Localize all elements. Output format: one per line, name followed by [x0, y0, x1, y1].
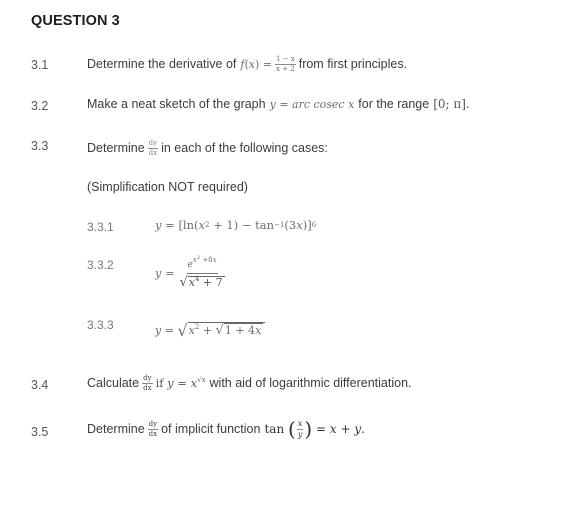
dy-numerator: dy — [148, 419, 158, 428]
sub-question-number-3-3-1: 3.3.1 — [87, 220, 114, 234]
sub-question-number-3-3-2: 3.3.2 — [87, 258, 114, 272]
dy-dx-fraction — [148, 140, 158, 157]
question-number-3-3: 3.3 — [31, 139, 49, 153]
question-number-3-5: 3.5 — [31, 425, 49, 439]
function-fraction — [275, 56, 296, 73]
implicit-function: tan ( $\frac{x}{y}$ ) = x + y . — [264, 417, 365, 441]
function-f-of-x: f(x) = — [240, 57, 272, 71]
dx-denominator: dx — [148, 148, 158, 157]
sub-question-3-3-2-expression: y = $\frac{e^{x^2 +8x}}{√x^4 + 7}$ — [155, 250, 226, 296]
question-number-3-4: 3.4 — [31, 378, 49, 392]
sub-question-3-3-1-expression: y = [ln( x 2 + 1) − tan −1 (3 x )] 6 — [155, 218, 317, 232]
sub-question-number-3-3-3: 3.3.3 — [87, 318, 114, 332]
sub-question-3-3-3-expression: y = √ $x^2 + √1 + 4x$ — [155, 318, 265, 342]
dy-dx-fraction — [148, 421, 158, 438]
graph-equation: y = arc cosec x — [269, 97, 355, 111]
question-3-4 — [87, 371, 412, 395]
dx-denominator: dx — [143, 383, 152, 392]
question-3-2 — [87, 94, 470, 114]
question-3-1-prompt: Determine the derivative of — [87, 57, 237, 71]
question-3-3 — [87, 136, 328, 160]
exponential-fraction: $\frac{e^{x^2 +8x}}{√x^4 + 7}$ — [179, 254, 223, 290]
question-number-3-1: 3.1 — [31, 58, 49, 72]
question-3-2-range-label: for the range — [358, 97, 430, 111]
question-3-1-suffix: from first principles. — [298, 57, 408, 71]
simplification-note: (Simplification NOT required) — [87, 180, 248, 194]
question-3-3-prompt: Determine — [87, 141, 145, 155]
question-number-3-2: 3.2 — [31, 99, 49, 113]
dy-dx-fraction — [142, 375, 152, 392]
question-3-1 — [87, 52, 407, 76]
dy-numerator: dy — [148, 138, 158, 147]
fraction-denominator: x + 2 — [276, 64, 295, 73]
question-3-3-suffix: in each of the following cases: — [161, 141, 328, 155]
power-function: if $y = x^{√x}$ — [155, 376, 206, 390]
question-3-4-prompt: Calculate — [87, 376, 140, 390]
question-3-2-prompt: Make a neat sketch of the graph — [87, 97, 266, 111]
question-3-4-suffix: with aid of logarithmic differentiation. — [209, 376, 412, 390]
fraction-numerator: 1 − x — [276, 54, 295, 63]
question-heading: QUESTION 3 — [31, 13, 120, 29]
question-3-5 — [87, 414, 365, 444]
question-3-5-middle: of implicit function — [161, 422, 261, 436]
question-3-5-prompt: Determine — [87, 422, 145, 436]
dx-denominator: dx — [148, 429, 158, 438]
graph-range: [0; π]. — [433, 97, 470, 111]
dy-numerator: dy — [143, 373, 152, 382]
